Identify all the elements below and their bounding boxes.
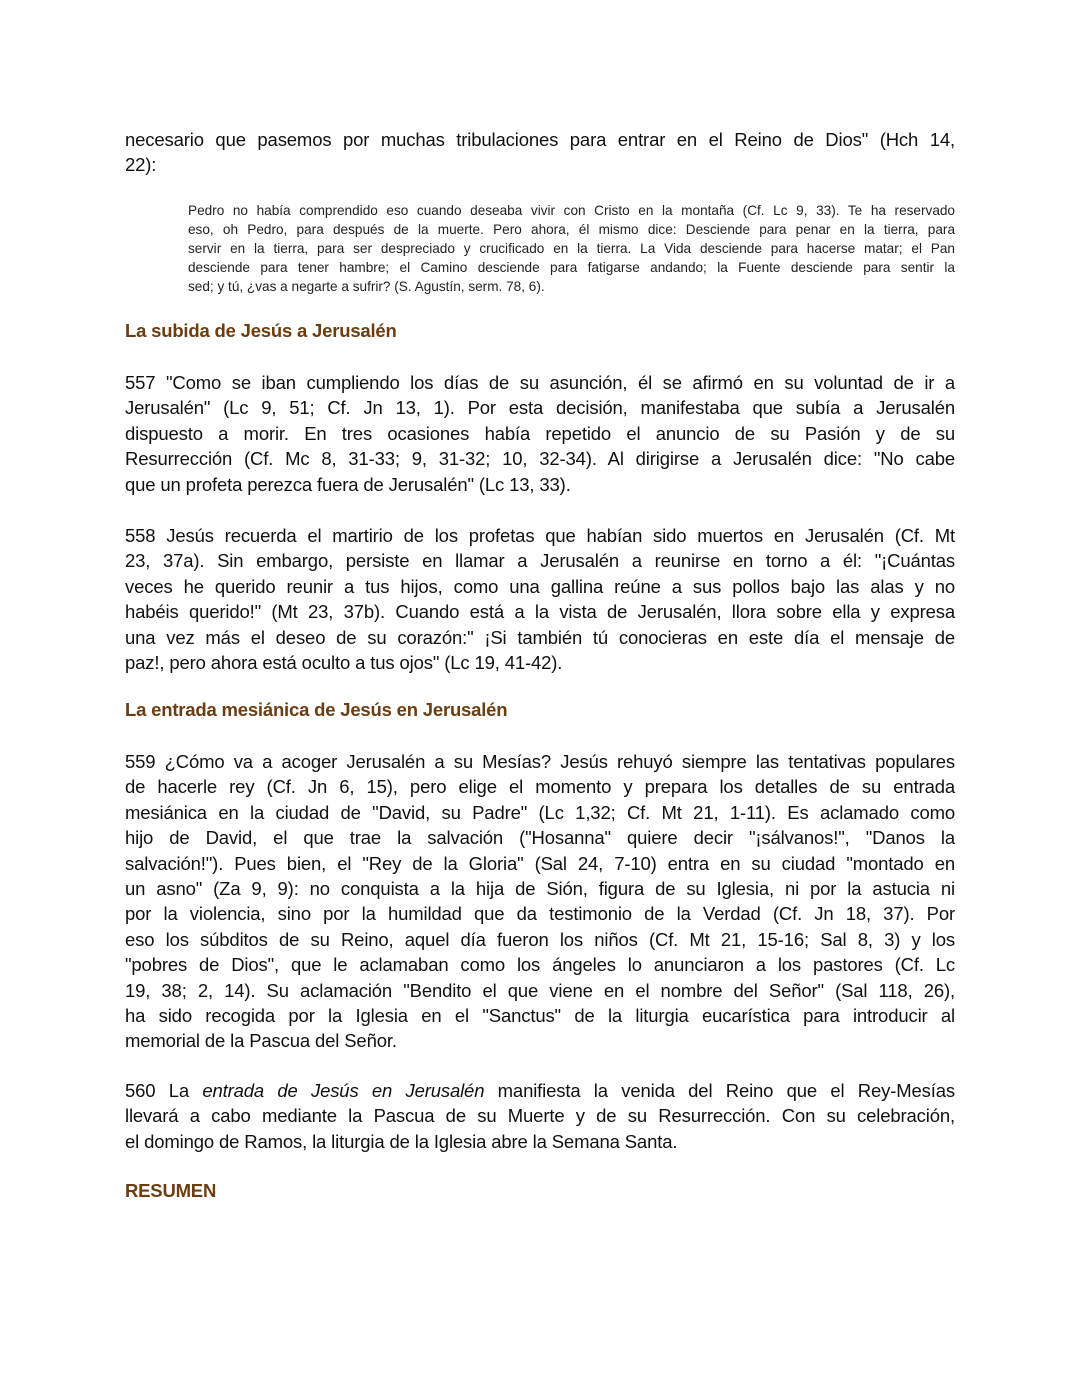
paragraph-559-line: ha sido recogida por la Iglesia en el "Sanctus" de la liturgia eucarística para introducir al bbox=[125, 1004, 955, 1026]
paragraph-557-line: Jerusalén" (Lc 9, 51; Cf. Jn 13, 1). Por esta decisión, manifestaba que subía a Jerusalén bbox=[125, 397, 955, 419]
paragraph-560-line: el domingo de Ramos, la liturgia de la Iglesia abre la Semana Santa. bbox=[125, 1130, 678, 1152]
paragraph-559-line: 19, 38; 2, 14). Su aclamación "Bendito el que viene en el nombre del Señor" (Sal 118, 26), bbox=[125, 979, 955, 1001]
paragraph-559-line: salvación!"). Pues bien, el "Rey de la Gloria" (Sal 24, 7-10) entra en su ciudad "montado en bbox=[125, 852, 955, 874]
paragraph-559-line: mesiánica en la ciudad de "David, su Padre" (Lc 1,32; Cf. Mt 21, 1-11). Es aclamado como bbox=[125, 801, 955, 823]
paragraph-559 bbox=[125, 749, 955, 1054]
paragraph-557 bbox=[125, 370, 955, 497]
paragraph-558 bbox=[125, 523, 955, 675]
paragraph-557-line: 557 "Como se iban cumpliendo los días de su asunción, él se afirmó en su voluntad de ir a bbox=[125, 372, 955, 393]
section-heading-resumen: RESUMEN bbox=[125, 1180, 217, 1201]
augustine-quote-line: Pedro no había comprendido eso cuando deseaba vivir con Cristo en la montaña (Cf. Lc 9, 33). Te ha reservado bbox=[188, 203, 955, 218]
intro-paragraph bbox=[125, 127, 955, 178]
paragraph-558-line: paz!, pero ahora está oculto a tus ojos" (Lc 19, 41-42). bbox=[125, 651, 563, 673]
augustine-quote-line: servir en la tierra, para ser despreciado y crucificado en la tierra. La Vida desciende para hacerse matar; el Pan bbox=[188, 241, 955, 256]
paragraph-559-line: de hacerle rey (Cf. Jn 6, 15), pero elige el momento y prepara los detalles de su entrada bbox=[125, 776, 955, 798]
augustine-quote-line: sed; y tú, ¿vas a negarte a sufrir? (S. Agustín, serm. 78, 6). bbox=[188, 279, 545, 294]
paragraph-558-line: 558 Jesús recuerda el martirio de los profetas que habían sido muertos en Jerusalén (Cf. Mt bbox=[125, 525, 955, 546]
paragraph-559-line: hijo de David, el que trae la salvación ("Hosanna" quiere decir "¡sálvanos!", "Danos la bbox=[125, 827, 955, 849]
italic-text-run: entrada de Jesús en Jerusalén bbox=[202, 1080, 485, 1101]
augustine-quote-line: eso, oh Pedro, para después de la muerte. Pero ahora, él mismo dice: Desciende para penar en la tierra, para bbox=[188, 222, 955, 237]
paragraph-559-line: "pobres de Dios", que le aclamaban como los ángeles lo anunciaron a los pastores (Cf. Lc bbox=[125, 954, 955, 976]
paragraph-557-line: dispuesto a morir. En tres ocasiones había repetido el anuncio de su Pasión y de su bbox=[125, 422, 955, 444]
paragraph-558-line: habéis querido!" (Mt 23, 37b). Cuando está a la vista de Jerusalén, llora sobre ella y expresa bbox=[125, 601, 955, 623]
paragraph-559-line: 559 ¿Cómo va a acoger Jerusalén a su Mesías? Jesús rehuyó siempre las tentativas populares bbox=[125, 751, 955, 772]
paragraph-560-line: llevará a cabo mediante la Pascua de su Muerte y de su Resurrección. Con su celebración, bbox=[125, 1105, 955, 1127]
section-heading-entrada: La entrada mesiánica de Jesús en Jerusalén bbox=[125, 699, 508, 720]
paragraph-559-line: eso los súbditos de su Reino, aquel día fueron los niños (Cf. Mt 21, 15-16; Sal 8, 3) y los bbox=[125, 928, 955, 950]
intro-paragraph-line: necesario que pasemos por muchas tribulaciones para entrar en el Reino de Dios" (Hch 14, bbox=[125, 129, 955, 150]
paragraph-557-line: que un profeta perezca fuera de Jerusalén" (Lc 13, 33). bbox=[125, 473, 571, 495]
augustine-quote bbox=[188, 201, 955, 296]
paragraph-559-line: un asno" (Za 9, 9): no conquista a la hija de Sión, figura de su Iglesia, ni por la astucia ni bbox=[125, 877, 955, 899]
text-run: 560 La bbox=[125, 1080, 203, 1101]
paragraph-559-line: memorial de la Pascua del Señor. bbox=[125, 1030, 397, 1052]
paragraph-560-line bbox=[125, 1078, 955, 1103]
paragraph-558-line: veces he querido reunir a tus hijos, como una gallina reúne a sus pollos bajo las alas y no bbox=[125, 575, 955, 597]
section-heading-subida: La subida de Jesús a Jerusalén bbox=[125, 320, 397, 341]
paragraph-558-line: una vez más el deseo de su corazón:" ¡Si también tú conocieras en este día el mensaje de bbox=[125, 626, 955, 648]
augustine-quote-line: desciende para tener hambre; el Camino desciende para fatigarse andando; la Fuente desciende para sentir la bbox=[188, 260, 955, 275]
paragraph-560 bbox=[125, 1078, 955, 1154]
text-run: manifiesta la venida del Reino que el Rey-Mesías bbox=[484, 1080, 955, 1101]
paragraph-558-line: 23, 37a). Sin embargo, persiste en llamar a Jerusalén a reunirse en torno a él: "¡Cuántas bbox=[125, 550, 955, 572]
paragraph-557-line: Resurrección (Cf. Mc 8, 31-33; 9, 31-32; 10, 32-34). Al dirigirse a Jerusalén dice: "No cabe bbox=[125, 448, 955, 470]
intro-paragraph-line: 22): bbox=[125, 154, 157, 176]
paragraph-559-line: por la violencia, sino por la humildad que da testimonio de la Verdad (Cf. Jn 18, 37). Por bbox=[125, 903, 955, 925]
